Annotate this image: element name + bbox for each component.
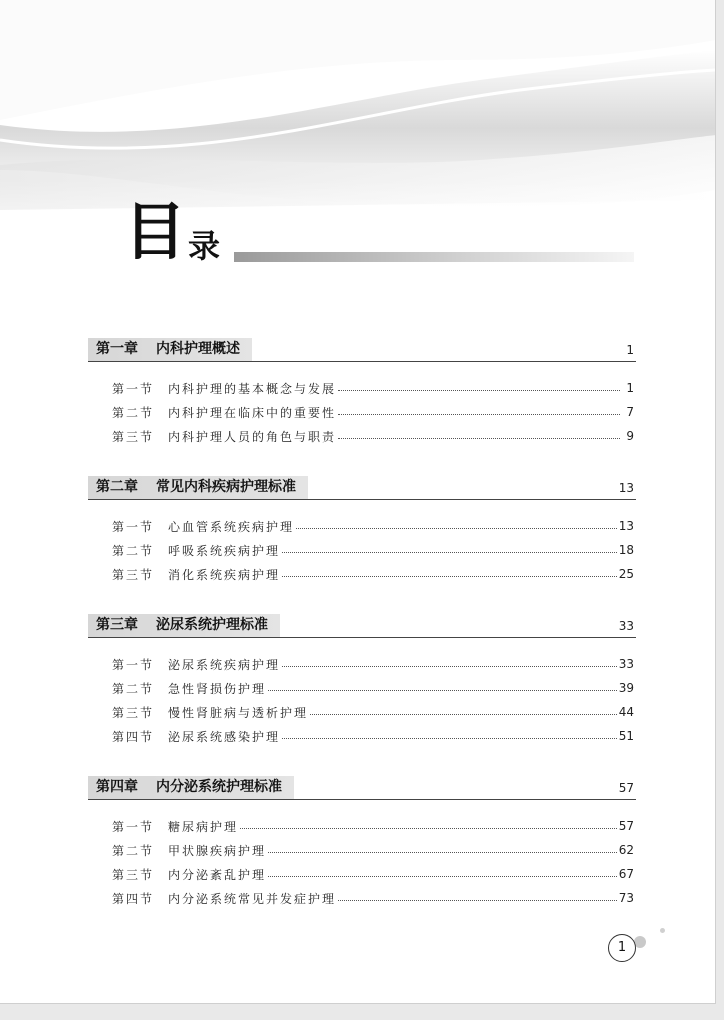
section-number: 第三节 bbox=[112, 705, 155, 720]
section-number: 第二节 bbox=[112, 405, 155, 420]
chapter-label bbox=[88, 614, 280, 637]
section-page: 67 bbox=[618, 867, 634, 881]
section-title: 内科护理人员的角色与职责 bbox=[168, 429, 337, 444]
section-title: 糖尿病护理 bbox=[168, 819, 239, 834]
section-title: 心血管系统疾病护理 bbox=[168, 519, 295, 534]
toc-entry[interactable] bbox=[88, 562, 636, 586]
dot-leader bbox=[268, 690, 617, 691]
section-number: 第二节 bbox=[112, 843, 155, 858]
chapter-title: 泌尿系统护理标准 bbox=[156, 617, 268, 633]
toc-entry[interactable] bbox=[88, 424, 636, 448]
dot-leader bbox=[338, 438, 620, 439]
chapter-number: 第四章 bbox=[96, 779, 138, 795]
section-title: 呼吸系统疾病护理 bbox=[168, 543, 281, 558]
dot-leader bbox=[240, 828, 617, 829]
table-of-contents bbox=[88, 338, 636, 910]
toc-entry[interactable] bbox=[88, 814, 636, 838]
dot-leader bbox=[282, 552, 617, 553]
chapter-3 bbox=[88, 614, 636, 748]
chapter-page: 1 bbox=[626, 343, 634, 357]
chapter-number: 第三章 bbox=[96, 617, 138, 633]
section-title: 内分泌系统常见并发症护理 bbox=[168, 891, 337, 906]
dot-leader bbox=[338, 414, 620, 415]
section-page: 9 bbox=[626, 429, 634, 443]
section-title: 慢性肾脏病与透析护理 bbox=[168, 705, 309, 720]
section-number: 第三节 bbox=[112, 867, 155, 882]
dot-leader bbox=[296, 528, 617, 529]
chapter-heading[interactable] bbox=[88, 476, 636, 500]
section-number: 第三节 bbox=[112, 429, 155, 444]
chapter-number: 第二章 bbox=[96, 479, 138, 495]
page-number-badge: 1 bbox=[608, 934, 636, 962]
section-title: 急性肾损伤护理 bbox=[168, 681, 267, 696]
section-page: 25 bbox=[618, 567, 634, 581]
section-number: 第一节 bbox=[112, 381, 155, 396]
chapter-4 bbox=[88, 776, 636, 910]
chapter-title: 内分泌系统护理标准 bbox=[156, 779, 282, 795]
section-page: 57 bbox=[618, 819, 634, 833]
chapter-number: 第一章 bbox=[96, 341, 138, 357]
section-number: 第一节 bbox=[112, 657, 155, 672]
dot-leader bbox=[268, 852, 617, 853]
section-page: 44 bbox=[618, 705, 634, 719]
toc-entry[interactable] bbox=[88, 700, 636, 724]
dot-leader bbox=[338, 390, 620, 391]
section-title: 内分泌紊乱护理 bbox=[168, 867, 267, 882]
decorative-wave-background bbox=[0, 0, 716, 260]
toc-entry[interactable] bbox=[88, 514, 636, 538]
chapter-heading[interactable] bbox=[88, 776, 636, 800]
toc-entry[interactable] bbox=[88, 724, 636, 748]
chapter-page: 13 bbox=[618, 481, 634, 495]
dot-leader bbox=[282, 576, 617, 577]
section-title: 消化系统疾病护理 bbox=[168, 567, 281, 582]
toc-heading-main: 目 bbox=[124, 195, 187, 268]
dot-leader bbox=[310, 714, 617, 715]
chapter-heading[interactable] bbox=[88, 338, 636, 362]
toc-heading-sub: 录 bbox=[188, 227, 221, 265]
section-page: 39 bbox=[618, 681, 634, 695]
section-title: 内科护理的基本概念与发展 bbox=[168, 381, 337, 396]
section-page: 73 bbox=[618, 891, 634, 905]
toc-entry[interactable] bbox=[88, 886, 636, 910]
toc-entry[interactable] bbox=[88, 538, 636, 562]
dot-leader bbox=[282, 666, 617, 667]
section-number: 第二节 bbox=[112, 681, 155, 696]
section-page: 51 bbox=[618, 729, 634, 743]
section-number: 第二节 bbox=[112, 543, 155, 558]
heading-gradient-bar bbox=[234, 252, 634, 262]
chapter-title: 常见内科疾病护理标准 bbox=[156, 479, 296, 495]
dot-leader bbox=[338, 900, 617, 901]
chapter-page: 33 bbox=[618, 619, 634, 633]
section-number: 第三节 bbox=[112, 567, 155, 582]
chapter-label bbox=[88, 776, 294, 799]
chapter-title: 内科护理概述 bbox=[156, 341, 240, 357]
toc-entry[interactable] bbox=[88, 676, 636, 700]
chapter-page: 57 bbox=[618, 781, 634, 795]
chapter-label bbox=[88, 476, 308, 499]
section-title: 泌尿系统疾病护理 bbox=[168, 657, 281, 672]
section-title: 甲状腺疾病护理 bbox=[168, 843, 267, 858]
section-page: 18 bbox=[618, 543, 634, 557]
chapter-1 bbox=[88, 338, 636, 448]
toc-entry[interactable] bbox=[88, 838, 636, 862]
section-page: 13 bbox=[618, 519, 634, 533]
decorative-dot-small bbox=[660, 928, 665, 933]
section-number: 第四节 bbox=[112, 891, 155, 906]
section-page: 7 bbox=[626, 405, 634, 419]
section-page: 1 bbox=[626, 381, 634, 395]
dot-leader bbox=[282, 738, 617, 739]
dot-leader bbox=[268, 876, 617, 877]
section-number: 第四节 bbox=[112, 729, 155, 744]
toc-entry[interactable] bbox=[88, 376, 636, 400]
toc-entry[interactable] bbox=[88, 652, 636, 676]
chapter-label bbox=[88, 338, 252, 361]
section-number: 第一节 bbox=[112, 819, 155, 834]
toc-entry[interactable] bbox=[88, 862, 636, 886]
toc-entry[interactable] bbox=[88, 400, 636, 424]
chapter-2 bbox=[88, 476, 636, 586]
section-title: 内科护理在临床中的重要性 bbox=[168, 405, 337, 420]
section-page: 62 bbox=[618, 843, 634, 857]
section-title: 泌尿系统感染护理 bbox=[168, 729, 281, 744]
chapter-heading[interactable] bbox=[88, 614, 636, 638]
section-page: 33 bbox=[618, 657, 634, 671]
section-number: 第一节 bbox=[112, 519, 155, 534]
